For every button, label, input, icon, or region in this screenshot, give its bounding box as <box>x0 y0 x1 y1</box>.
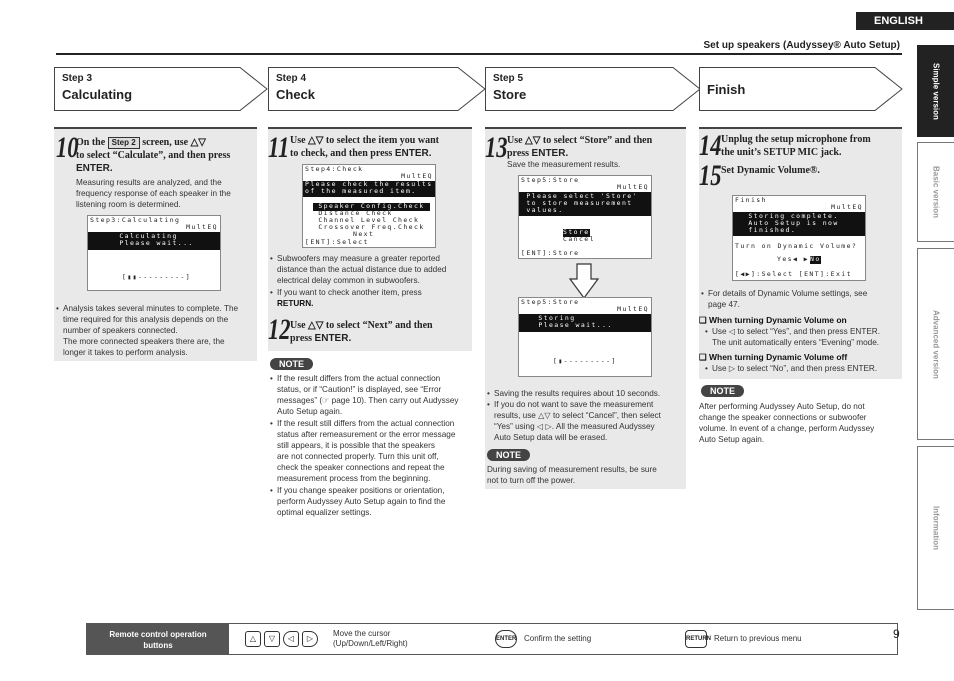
legend-label: Remote control operation buttons <box>87 624 229 654</box>
page-subtitle: Set up speakers (Audyssey® Auto Setup) <box>703 40 900 51</box>
note-check-another: • If you want to check another item, press RETURN. <box>270 287 468 309</box>
left-key-icon: ◁ <box>283 631 299 647</box>
note-still-differs: • If the result still differs from the actual connection status after remeasurement or the error message still appears, it is possible that the speakers are not connected properly. Turn this unit off, check the speaker connections and repeat the measurement process from the beginning. <box>270 418 468 484</box>
note-badge: NOTE <box>487 449 530 461</box>
dynamic-volume-on-text: • Use ◁ to select “Yes”, and then press ENTER. The unit automatically enters “Evening” mode. <box>705 326 901 348</box>
description-13: Save the measurement results. <box>507 160 621 169</box>
page-number: 9 <box>893 627 900 641</box>
move-cursor-text: Move the cursor (Up/Down/Left/Right) <box>333 629 408 648</box>
dynamic-volume-off-text: • Use ▷ to select “No”, and then press ENTER. <box>705 363 901 374</box>
remote-control-legend <box>86 623 898 655</box>
side-tab-advanced[interactable]: Advanced version <box>917 248 954 440</box>
column-calculating <box>54 127 257 361</box>
up-key-icon: △ <box>245 631 261 647</box>
note-cancel-store: • If you do not want to save the measurement results, use △▽ to select “Cancel”, then select “Yes” using ◁ ▷. All the measured Audyssey Auto Setup data will be erased. <box>487 399 685 443</box>
step-header-calculating: Step 3 Calculating <box>54 67 268 111</box>
lcd-calculating: Step3:Calculating MultEQ Calculating Please wait... [▮▮---------] <box>87 215 221 291</box>
return-text: Return to previous menu <box>714 634 802 643</box>
dynamic-volume-on-title: ❑ When turning Dynamic Volume on <box>699 315 847 326</box>
column-store <box>485 127 686 489</box>
header-rule <box>56 53 902 55</box>
note-result-differs: • If the result differs from the actual connection status, or if “Caution!” is displayed, see “Error messages” (☞ page 10). Then carry out Audyssey Auto Setup again. <box>270 373 468 417</box>
step-number-12: 12 <box>268 313 291 346</box>
instruction-15: Set Dynamic Volume®. <box>721 165 820 176</box>
step-number-14: 14 <box>699 129 722 162</box>
confirm-text: Confirm the setting <box>524 634 592 643</box>
down-arrow-icon <box>569 263 599 299</box>
step2-badge: Step 2 <box>108 137 140 149</box>
note-analysis-time: • Analysis takes several minutes to complete. The time required for this analysis depends on the number of speakers connected. The more connected speakers there are, the longer it takes to perform analysis. <box>56 303 254 358</box>
description-10: Measuring results are analyzed, and the frequency response of each speaker in the listening room is determined. <box>76 178 231 209</box>
note-dynamic-volume: • For details of Dynamic Volume settings, see page 47. <box>701 288 899 310</box>
instruction-14: Unplug the setup microphone from the unit’s SETUP MIC jack. <box>721 134 871 158</box>
side-tab-information[interactable]: Information <box>917 446 954 610</box>
enter-button-icon: ENTER <box>495 630 517 648</box>
right-key-icon: ▷ <box>302 631 318 647</box>
instruction-11: Use △▽ to select the item you want to check, and then press ENTER. <box>290 135 439 159</box>
step-number-15: 15 <box>699 159 722 192</box>
column-check <box>268 127 472 519</box>
lcd-store-select: Step5:Store MultEQ Please select 'Store' to store measurement values. Store Cancel [ENT]:Store <box>518 175 652 259</box>
step-header-store: Step 5 Store <box>485 67 701 111</box>
side-tab-basic[interactable]: Basic version <box>917 142 954 242</box>
step-number-10: 10 <box>56 131 79 164</box>
lcd-storing: Step5:Store MultEQ Storing Please wait... [▮---------] <box>518 297 652 377</box>
note-subwoofer-distance: • Subwoofers may measure a greater reported distance than the actual distance due to added electrical delay common in subwoofers. <box>270 253 468 286</box>
language-tab: ENGLISH <box>856 12 954 30</box>
note-change-position: • If you change speaker positions or orientation, perform Audyssey Auto Setup again to find the optimal equalizer settings. <box>270 485 468 518</box>
lcd-check: Step4:Check MultEQ Please check the results of the measured item. Speaker Config.Check Distance Check Channel Level Check Crossover Freq.Check Next [ENT]:Select <box>302 164 436 248</box>
note-saving-time: • Saving the results requires about 10 seconds. <box>487 388 685 399</box>
step-header-check: Step 4 Check <box>268 67 486 111</box>
note-badge: NOTE <box>701 385 744 397</box>
note-power: During saving of measurement results, be sure not to turn off the power. <box>487 465 657 485</box>
side-tab-simple[interactable]: Simple version <box>917 45 954 137</box>
note-after-setup: After performing Audyssey Auto Setup, do not change the speaker connections or subwoofer volume. In event of a change, perform Audyssey Auto Setup again. <box>699 402 875 444</box>
step-number-13: 13 <box>485 131 508 164</box>
down-key-icon: ▽ <box>264 631 280 647</box>
dynamic-volume-off-title: ❑ When turning Dynamic Volume off <box>699 352 847 363</box>
step-number-11: 11 <box>268 131 290 164</box>
return-button-icon: RETURN <box>685 630 707 648</box>
note-badge: NOTE <box>270 358 313 370</box>
lcd-finish: Finish MultEQ Storing complete. Auto Setup is now finished. Turn on Dynamic Volume? Yes◀ ▶ No [◀▶]:Select [ENT]:Exit <box>732 195 866 281</box>
column-finish <box>699 127 902 444</box>
step-header-finish: Finish <box>699 67 903 111</box>
instruction-13: Use △▽ to select “Store” and then press ENTER. <box>507 135 653 159</box>
instruction-12: Use △▽ to select “Next” and then press ENTER. <box>290 320 433 344</box>
instruction-10: On the Step 2 screen, use △▽ to select “Calculate”, and then press ENTER. <box>76 137 231 174</box>
